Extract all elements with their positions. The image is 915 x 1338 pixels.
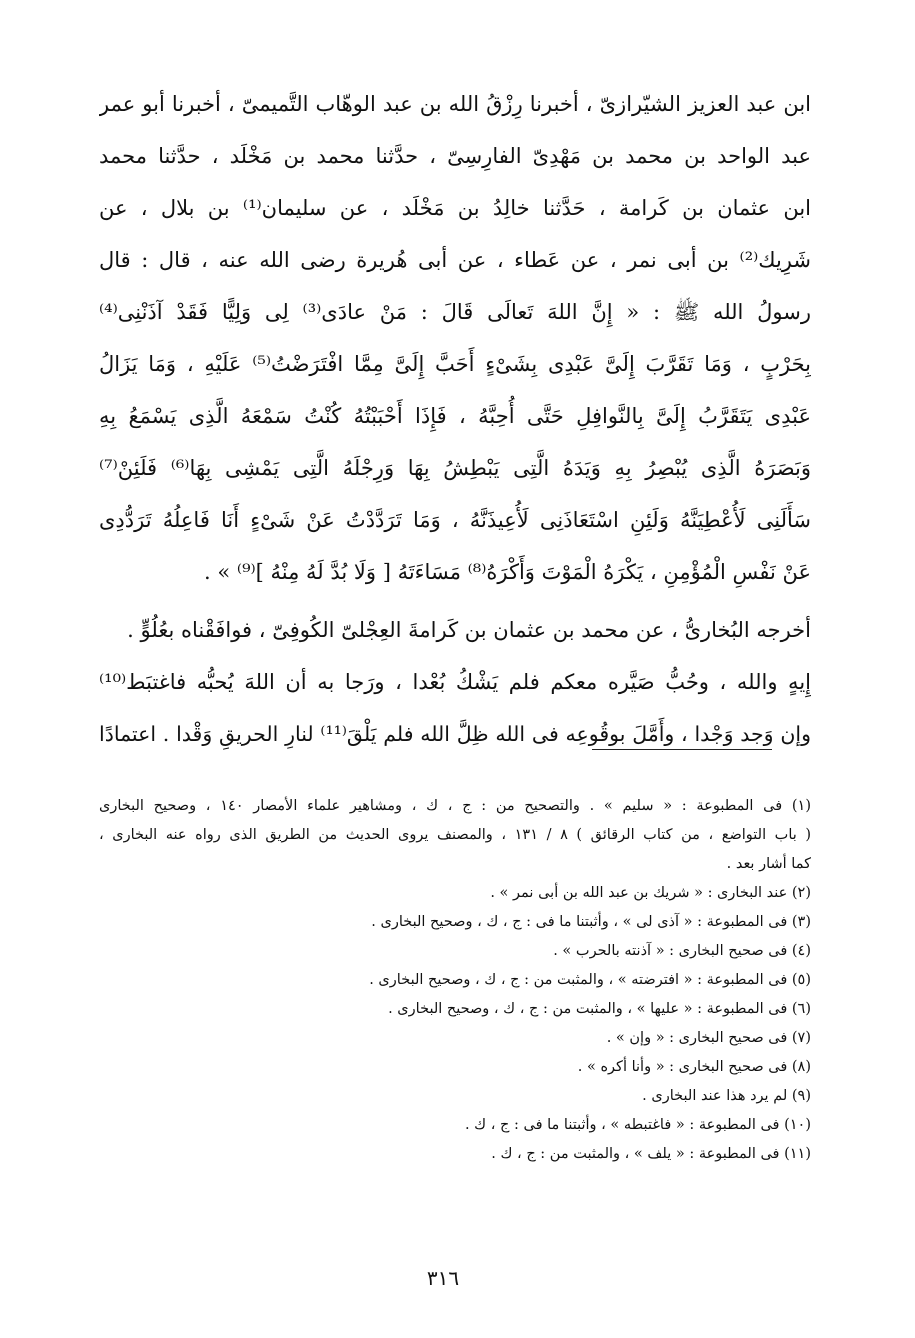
footnote: (١٠) فى المطبوعة : « فاغتبطه » ، وأثبتنا ما فى : ج ، ك . — [464, 1117, 811, 1133]
footnote: (٥) فى المطبوعة : « افترضته » ، والمثبت من : ج ، ك ، وصحيح البخارى . — [369, 972, 811, 988]
main-text-line: عَنْ نَفْسِ الْمُؤْمِنِ ، يَكْرَهُ الْمَوْتَ وَأَكْرَهُ⁽⁸⁾ مَسَاءَتَهُ [ وَلَا بُدَّ لَهُ مِنْهُ ]⁽⁹⁾ » . — [204, 560, 811, 584]
main-text-line: عَبْدِى يَتَقَرَّبُ إِلَىَّ بِالنَّوافِلِ حَتَّى أُحِبَّهُ ، فَإِذَا أَحْبَبْتُهُ كُنْتُ سَمْعَهُ الَّذِى يَسْمَعُ بِهِ — [99, 404, 811, 428]
main-text-line: بِحَرْبٍ ، وَمَا تَقَرَّبَ إِلَىَّ عَبْدِى بِشَىْءٍ أَحَبَّ إِلَىَّ مِمَّا افْتَرَضْتُ⁽⁵⁾ عَلَيْهِ ، وَمَا يَزَالُ — [99, 352, 811, 376]
footnote: (١) فى المطبوعة : « سليم » . والتصحيح من : ج ، ك ، ومشاهير علماء الأمصار ١٤٠ ، وصحيح البخارى — [99, 798, 811, 814]
footnote: (٢) عند البخارى : « شريك بن عبد الله بن أبى نمر » . — [490, 885, 811, 901]
main-text-line: أخرجه البُخارىُّ ، عن محمد بن عثمان بن كَرامةَ العِجْلىّ الكُوفِىّ ، فوافَقْناه بعُلُوٍّ . — [127, 618, 811, 642]
footnote-divider — [592, 749, 772, 750]
footnote: (٣) فى المطبوعة : « آذى لى » ، وأثبتنا ما فى : ج ، ك ، وصحيح البخارى . — [371, 914, 811, 930]
footnote: ( باب التواضع ، من كتاب الرقائق ) ٨ / ١٣١ ، والمصنف يروى الحديث من الطريق الذى رواه عنه البخارى ، — [99, 827, 811, 843]
main-text-line: شَرِيك⁽²⁾ بن أبى نمر ، عن عَطاء ، عن أبى هُريرة رضى الله عنه ، قال : قال — [99, 248, 811, 272]
main-text-line: ابن عثمان بن كَرامة ، حَدَّثنا خالِدُ بن مَخْلَد ، عن سليمان⁽¹⁾ بن بلال ، عن — [99, 196, 811, 220]
main-text-line: سَأَلَنِى لَأُعْطِيَنَّهُ وَلَئِنِ اسْتَعَاذَنِى لَأُعِيذَنَّهُ ، وَمَا تَرَدَّدْتُ عَنْ شَىْءٍ أَنَا فَاعِلُهُ تَرَدُّدِى — [99, 508, 811, 532]
main-text-line: ابن عبد العزيز الشيّرازىّ ، أخبرنا رِزْقُ الله بن عبد الوهّاب التَّميمىّ ، أخبرنا أبو عمر — [99, 92, 811, 116]
main-text-line: إِيهٍ والله ، وحُبُّ صَيَّره معكم فلم يَشْكُ بُعْدا ، ورَجا به أن اللهَ يُحبُّه فاغتبَط⁽¹⁰⁾ — [99, 670, 811, 694]
main-text-line: عبد الواحد بن محمد بن مَهْدِىّ الفارِسِىّ ، حدَّثنا محمد بن مَخْلَد ، حدَّثنا محمد — [99, 144, 811, 168]
footnote: (٧) فى صحيح البخارى : « وإن » . — [606, 1030, 811, 1046]
footnote: (١١) فى المطبوعة : « يلف » ، والمثبت من : ج ، ك . — [491, 1146, 811, 1162]
main-text — [99, 78, 811, 760]
footnote: (٦) فى المطبوعة : « عليها » ، والمثبت من : ج ، ك ، وصحيح البخارى . — [388, 1001, 811, 1017]
footnote: (٤) فى صحيح البخارى : « آذنته بالحرب » . — [553, 943, 811, 959]
main-text-line: رسولُ الله ﷺ : « إِنَّ اللهَ تَعالَى قَالَ : مَنْ عادَى⁽³⁾ لِى وَلِيًّا فَقَدْ آذَنْنِى⁽⁴⁾ — [99, 300, 811, 324]
main-text-line: وإن وَجد وَجْدا ، وأَمَّلَ بوقُوعِه فى الله ظِلَّ الله فلم يَلْقَ⁽¹¹⁾ لنارِ الحريقِ وَقْدا . اعتمادًا — [99, 722, 811, 746]
main-text-line: وَبَصَرَهُ الَّذِى يُبْصِرُ بِهِ وَيَدَهُ الَّتِى يَبْطِشُ بِهَا وَرِجْلَهُ الَّتِى يَمْشِى بِهَا⁽⁶⁾ فَلَئِنْ⁽⁷⁾ — [99, 456, 811, 480]
footnote: (٩) لم يرد هذا عند البخارى . — [642, 1088, 811, 1104]
page-number: ٣١٦ — [426, 1266, 460, 1290]
footnote: (٨) فى صحيح البخارى : « وأنا أكره » . — [577, 1059, 811, 1075]
footnotes — [99, 792, 811, 1169]
footnote: كما أشار بعد . — [726, 856, 811, 872]
